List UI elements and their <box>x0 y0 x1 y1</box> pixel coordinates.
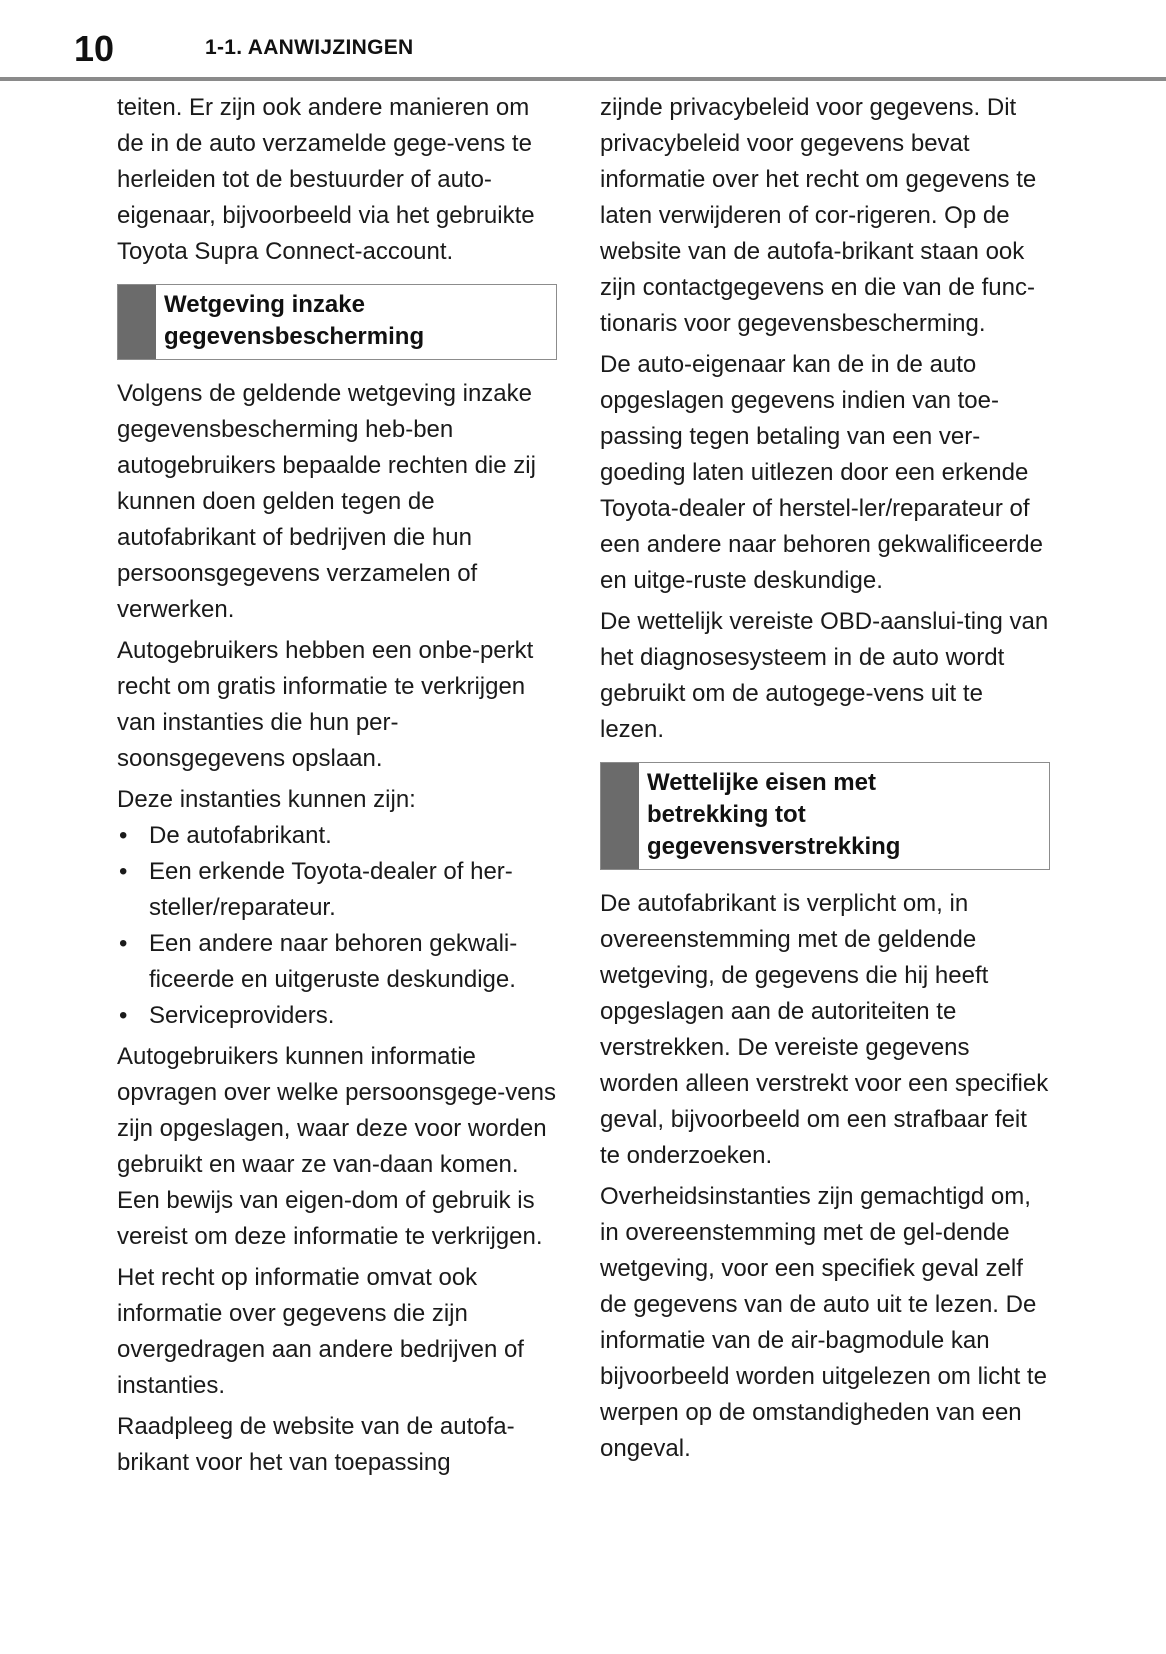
heading-line: betrekking tot <box>647 801 806 828</box>
body-paragraph: De wettelijk vereiste OBD-aanslui-ting van het diagnosesysteem in de auto wordt gebruikt om de autogege-vens uit te lezen. <box>600 608 1049 743</box>
bullet-list <box>117 818 557 1034</box>
page-number: 10 <box>74 28 115 69</box>
left-column <box>117 90 557 1486</box>
body-paragraph: Raadpleeg de website van de autofa-brikant voor het van toepassing <box>117 1413 515 1476</box>
page-header <box>0 0 1166 82</box>
intro-paragraph: teiten. Er zijn ook andere manieren om de in de auto verzamelde gege-vens te herleiden tot de bestuurder of auto-eigenaar, bijvoorbeeld via het gebruikte Toyota Supra Connect-account. <box>117 94 535 265</box>
section-title: 1-1. AANWIJZINGEN <box>205 36 414 59</box>
heading-line: Wetgeving inzake <box>164 291 365 318</box>
body-paragraph: Overheidsinstanties zijn gemachtigd om, in overeenstemming met de gel-dende wetgeving, voor een specifiek geval zelf de gegevens van de auto uit te lezen. De informatie van de air-bagmodule kan bijvoorbeeld worden uitgelezen om licht te werpen op de omstandigheden van een ongeval. <box>600 1183 1047 1462</box>
body-paragraph: Volgens de geldende wetgeving inzake gegevensbescherming heb-ben autogebruikers bepaalde rechten die zij kunnen doen gelden tegen de autofabrikant of bedrijven die hun persoonsgegevens verzamelen of verwerken. <box>117 380 536 623</box>
header-divider <box>0 77 1166 81</box>
body-paragraph: Autogebruikers hebben een onbe-perkt recht om gratis informatie te verkrijgen van instanties die hun per-soonsgegevens opslaan. <box>117 637 534 772</box>
list-item: • Serviceproviders. <box>117 998 557 1034</box>
heading-line: Wettelijke eisen met <box>647 769 876 796</box>
list-item: • De autofabrikant. <box>117 818 557 854</box>
body-paragraph: De autofabrikant is verplicht om, in overeenstemming met de geldende wetgeving, de gegevens die hij heeft opgeslagen aan de autoriteiten te verstrekken. De vereiste gegevens worden alleen verstrekt voor een specifiek geval, bijvoorbeeld om een strafbaar feit te onderzoeken. <box>600 890 1049 1169</box>
list-item: • Een erkende Toyota-dealer of her-steller/reparateur. <box>117 854 557 926</box>
heading-line: gegevensbescherming <box>164 323 425 350</box>
section-heading <box>639 763 910 869</box>
body-paragraph: zijnde privacybeleid voor gegevens. Dit privacybeleid voor gegevens bevat informatie over het recht om gegevens te laten verwijderen of cor-rigeren. Op de website van de autofa-brikant staan ook zijn contactgegevens en die van de func-tionaris voor gegevensbescherming. <box>600 94 1037 337</box>
section-heading-box <box>117 284 557 360</box>
body-paragraph: Autogebruikers kunnen informatie opvragen over welke persoonsgege-vens zijn opgeslagen, waar deze voor worden gebruikt en waar ze van-daan komen. Een bewijs van eigen-dom of gebruik is vereist om deze informatie te verkrijgen. <box>117 1043 556 1250</box>
heading-marker-bar <box>601 763 639 869</box>
heading-marker-bar <box>118 285 156 359</box>
right-column <box>600 90 1050 1472</box>
list-item: • Een andere naar behoren gekwali-ficeerde en uitgeruste deskundige. <box>117 926 557 998</box>
section-heading-box <box>600 762 1050 870</box>
body-paragraph: De auto-eigenaar kan de in de auto opgeslagen gegevens indien van toe-passing tegen betaling van een ver-goeding laten uitlezen door een erkende Toyota-dealer of herstel-ler/reparateur of een andere naar behoren gekwalificeerde en uitge-ruste deskundige. <box>600 351 1043 594</box>
heading-line: gegevensverstrekking <box>647 833 901 860</box>
body-paragraph: Het recht op informatie omvat ook informatie over gegevens die zijn overgedragen aan andere bedrijven of instanties. <box>117 1264 524 1399</box>
section-heading <box>156 285 434 359</box>
body-paragraph: Deze instanties kunnen zijn: <box>117 786 416 813</box>
